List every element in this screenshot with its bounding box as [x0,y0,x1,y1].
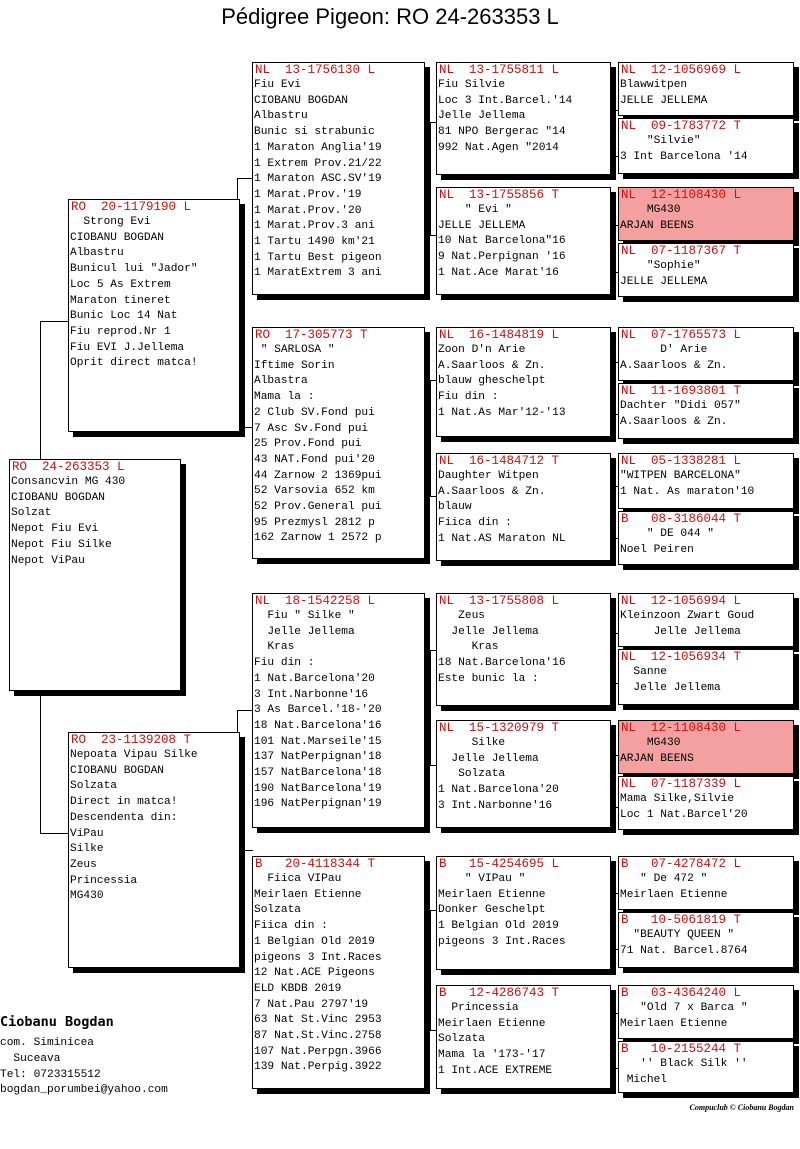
pigeon-line: Mama Silke,Silvie [620,793,735,805]
pigeon-line: pigeons 3 Int.Races [438,935,566,948]
pigeon-card-g7a [618,856,794,910]
pigeon-card-g6a [618,720,794,774]
pigeon-line: Princessia [438,1002,519,1014]
pigeon-line: pigeons 3 Int.Races [254,951,382,964]
pigeon-line: Este bunic la : [438,672,539,685]
pigeon-line: 1 Nat.Barcelona'20 [438,784,559,797]
pigeon-line: 162 Zarnow 1 2572 p [254,532,382,545]
ring-number: B 03-4364240 L [621,986,742,1000]
pigeon-line: Fiu Silvie [438,79,506,91]
pigeon-line: Albastra [254,375,308,388]
ring-number: NL 11-1693801 T [621,384,742,398]
pigeon-card-mf [252,593,425,828]
pigeon-card-g2b [618,243,794,297]
pigeon-card-g5b [618,649,794,705]
pigeon-line: Albastru [70,247,124,260]
pigeon-line: Strong Evi [70,216,151,228]
pigeon-line: 157 NatBarcelona'18 [254,767,382,780]
pigeon-line: 71 Nat. Barcel.8764 [620,944,748,957]
pigeon-card-father [68,199,240,432]
pigeon-line: Zoon D'n Arie [438,344,526,356]
pigeon-line: blauw gheschelpt [438,375,546,388]
pigeon-line: "Sophie" [620,260,701,272]
pigeon-card-fmf [436,327,611,437]
pigeon-line: A.Saarloos & Zn. [438,359,546,372]
pigeon-line: CIOBANU BOGDAN [70,764,164,777]
pigeon-card-fff [436,62,611,175]
pigeon-line: A.Saarloos & Zn. [620,415,728,428]
pigeon-line: Nepot ViPau [11,554,85,567]
pigeon-line: MG430 [620,737,681,749]
pigeon-card-main [9,459,181,691]
pigeon-line: Daughter Witpen [438,470,539,482]
pigeon-line: Loc 1 Nat.Barcel'20 [620,808,748,821]
pigeon-line: Jelle Jellema [438,110,526,123]
pigeon-line: A.Saarloos & Zn. [438,485,546,498]
pigeon-card-g3a [618,327,794,381]
ring-number: NL 07-1187339 L [621,777,742,791]
ring-number: B 08-3186044 T [621,512,742,526]
pigeon-line: 3 Int Barcelona '14 [620,150,748,163]
pigeon-line: 1 Nat.AS Maraton NL [438,532,566,545]
pigeon-line: Nepot Fiu Evi [11,523,99,536]
pigeon-line: 1 Nat.As Mar'12-'13 [438,406,566,419]
pigeon-line: Solzata [438,768,506,781]
pigeon-line: 18 Nat.Barcelona'16 [438,657,566,670]
pigeon-line: "Silvie" [620,135,701,147]
ring-number: NL 13-1755856 T [439,188,560,202]
pigeon-line: " VIPau " [438,873,526,885]
ring-number: RO 20-1179190 L [71,200,192,214]
pigeon-line: 190 NatBarcelona'19 [254,782,382,795]
pigeon-line: 87 Nat.St.Vinc.2758 [254,1030,382,1043]
pigeon-line: 1 Marat.Prov.'20 [254,204,362,217]
pigeon-card-g4a [618,453,794,509]
pigeon-line: 1 Maraton Anglia'19 [254,141,382,154]
pigeon-line: Loc 3 Int.Barcel.'14 [438,94,573,107]
pigeon-line: D' Arie [620,344,708,356]
pigeon-line: 2 Club SV.Fond pui [254,406,375,419]
ring-number: NL 12-1108430 L [621,721,742,735]
owner-name: Ciobanu Bogdan [0,1014,114,1030]
pigeon-line: JELLE JELLEMA [620,275,708,288]
pigeon-line: Zeus [70,858,97,871]
pigeon-line: "WITPEN BARCELONA" [620,470,741,482]
pigeon-line: Direct in matca! [70,796,178,809]
pigeon-card-g2a [618,187,794,241]
owner-email: bogdan_porumbei@yahoo.com [0,1084,168,1097]
pigeon-line: Oprit direct matca! [70,357,198,370]
pigeon-line: Kleinzoon Zwart Goud [620,610,755,622]
pigeon-line: Meirlaen Etienne [438,888,546,901]
pigeon-line: 137 NatPerpignan'18 [254,751,382,764]
pigeon-card-g1b [618,118,794,174]
pigeon-line: Fiu din : [438,391,499,404]
pigeon-line: Jelle Jellema [438,752,539,765]
ring-number: RO 23-1139208 T [71,733,192,747]
pigeon-line: Descendenta din: [70,811,178,824]
pigeon-card-mother [68,732,240,968]
pigeon-card-fmm [436,453,611,561]
pigeon-line: A.Saarloos & Zn. [620,359,728,372]
pigeon-line: "Old 7 x Barca " [620,1002,748,1014]
pigeon-card-g5a [618,593,794,647]
pigeon-line: Fiu Evi [254,79,301,91]
copyright-footer: Compuclub © Ciobanu Bogdan [689,1103,794,1112]
pigeon-line: Zeus [438,610,485,622]
ring-number: NL 13-1755811 L [439,63,560,77]
pigeon-line: ARJAN BEENS [620,752,694,765]
pigeon-line: 1 Nat.Ace Marat'16 [438,266,559,279]
pigeon-line: Solzata [70,780,117,793]
owner-line: com. Siminicea [0,1037,94,1049]
pigeon-line: Jelle Jellema [620,681,721,694]
pigeon-line: "BEAUTY QUEEN " [620,929,735,941]
pigeon-line: Donker Geschelpt [438,904,546,917]
pigeon-line: Blawwitpen [620,79,688,91]
pigeon-line: Fiica din : [438,517,512,530]
pigeon-line: Nepot Fiu Silke [11,538,112,551]
ring-number: RO 17-305773 T [255,328,368,342]
pigeon-line: " Evi " [438,204,512,216]
pigeon-line: 3 Int.Narbonne'16 [254,688,369,701]
pigeon-line: 12 Nat.ACE Pigeons [254,967,375,980]
pigeon-card-mff [436,593,611,706]
pigeon-line: Iftime Sorin [254,359,335,372]
pigeon-line: 81 NPO Bergerac "14 [438,126,566,139]
pigeon-line: Fiu din : [254,657,315,670]
ring-number: NL 12-1056969 L [621,63,742,77]
pigeon-line: Jelle Jellema [620,625,741,638]
ring-number: B 10-5061819 T [621,913,742,927]
pigeon-card-ff [252,62,425,295]
pigeon-line: Fiu reprod.Nr 1 [70,325,171,338]
pigeon-line: 44 Zarnow 2 1369pui [254,469,382,482]
pigeon-line: ARJAN BEENS [620,219,694,232]
page-title: Pédigree Pigeon: RO 24-263353 L [221,4,559,29]
pigeon-line: 101 Nat.Marseile'15 [254,735,382,748]
pigeon-line: 1 Maraton ASC.SV'19 [254,173,382,186]
pigeon-line: 1 Tartu Best pigeon [254,251,382,264]
pigeon-line: Kras [438,641,499,654]
pigeon-line: 107 Nat.Perpgn.3966 [254,1045,382,1058]
ring-number: NL 15-1320979 T [439,721,560,735]
pigeon-line: 1 Nat.Barcelona'20 [254,672,375,685]
pigeon-card-g3b [618,383,794,439]
pigeon-line: Solzata [438,1033,485,1046]
ring-number: NL 13-1756130 L [255,63,376,77]
pigeon-card-g8a [618,985,794,1039]
pigeon-line: Consancvin MG 430 [11,476,126,488]
pigeon-line: Solzat [11,507,52,520]
pigeon-line: 7 Nat.Pau 2797'19 [254,998,369,1011]
pigeon-line: 52 Prov.General pui [254,501,382,514]
pigeon-line: Dachter "Didi 057" [620,400,741,412]
ring-number: B 07-4278472 L [621,857,742,871]
pigeon-line: 139 Nat.Perpig.3922 [254,1061,382,1074]
ring-number: NL 07-1765573 L [621,328,742,342]
pigeon-line: 1 Marat.Prov.3 ani [254,220,375,233]
pigeon-line: MG430 [70,890,104,903]
ring-number: B 20-4118344 T [255,857,376,871]
ring-number: NL 12-1056994 L [621,594,742,608]
pigeon-line: ViPau [70,827,104,840]
pigeon-line: 43 NAT.Fond pui'20 [254,453,375,466]
pigeon-line: 9 Nat.Perpignan '16 [438,251,566,264]
pigeon-line: Mama la : [254,391,315,404]
pigeon-line: " De 472 " [620,873,708,885]
pigeon-line: " DE 044 " [620,528,714,540]
pigeon-line: Princessia [70,874,138,887]
pigeon-line: Silke [70,843,104,856]
owner-line: Suceava [0,1052,61,1065]
pigeon-line: 10 Nat Barcelona"16 [438,235,566,248]
pigeon-card-fm [252,327,425,559]
pigeon-line: Fiu " Silke " [254,610,355,622]
pigeon-line: '' Black Silk '' [620,1058,748,1070]
pigeon-line: Mama la '173-'17 [438,1049,546,1062]
pigeon-line: 63 Nat St.Vinc 2953 [254,1014,382,1027]
pigeon-line: Bunicul lui "Jador" [70,263,198,276]
pigeon-line: 1 Extrem Prov.21/22 [254,157,382,170]
ring-number: B 10-2155244 T [621,1042,742,1056]
pigeon-line: 1 Belgian Old 2019 [254,935,375,948]
pigeon-line: JELLE JELLEMA [438,219,526,232]
pigeon-card-ffm [436,187,611,295]
pigeon-card-g6b [618,776,794,830]
ring-number: NL 12-1108430 L [621,188,742,202]
pigeon-line: Bunic si strabunic [254,126,375,139]
pigeon-line: Meirlaen Etienne [254,888,362,901]
pigeon-card-g7b [618,912,794,968]
pigeon-card-mmf [436,856,611,970]
ring-number: NL 07-1187367 T [621,244,742,258]
pigeon-line: Jelle Jellema [254,625,355,638]
pigeon-line: 1 Tartu 1490 km'21 [254,236,375,249]
pigeon-line: ELD KBDB 2019 [254,982,342,995]
pigeon-line: 3 Int.Narbonne'16 [438,799,553,812]
pigeon-line: Sanne [620,666,667,678]
pigeon-line: Noel Peiren [620,543,694,556]
pigeon-line: Solzata [254,904,301,917]
pigeon-line: Fiica din : [254,920,328,933]
ring-number: NL 12-1056934 T [621,650,742,664]
pigeon-card-g8b [618,1041,794,1093]
pigeon-line: 52 Varsovia 652 km [254,485,375,498]
ring-number: NL 09-1783772 T [621,119,742,133]
pigeon-line: Nepoata Vipau Silke [70,749,198,761]
pigeon-line: 1 Nat. As maraton'10 [620,485,755,498]
pigeon-line: Kras [254,641,295,654]
pigeon-card-g4b [618,511,794,565]
pigeon-line: 1 Marat.Prov.'19 [254,188,362,201]
pigeon-line: CIOBANU BOGDAN [70,231,164,244]
pigeon-card-g1a [618,62,794,116]
pigeon-line: Bunic Loc 14 Nat [70,310,178,323]
owner-line: Tel: 0723315512 [0,1068,101,1081]
ring-number: RO 24-263353 L [12,460,125,474]
pigeon-line: " SARLOSA " [254,344,335,356]
ring-number: NL 16-1484712 T [439,454,560,468]
pigeon-line: Jelle Jellema [438,625,539,638]
pigeon-card-mm [252,856,425,1089]
pigeon-line: Fiu EVI J.Jellema [70,341,185,354]
pigeon-line: 196 NatPerpignan'19 [254,798,382,811]
pigeon-line: Loc 5 As Extrem [70,278,171,291]
pigeon-line: MG430 [620,204,681,216]
pigeon-card-mmm [436,985,611,1089]
pigeon-line: 1 Belgian Old 2019 [438,920,559,933]
ring-number: NL 18-1542258 L [255,594,376,608]
pigeon-line: blauw [438,501,472,514]
pigeon-line: Meirlaen Etienne [438,1017,546,1030]
ring-number: NL 13-1755808 L [439,594,560,608]
pigeon-line: Silke [438,737,506,749]
pigeon-line: 18 Nat.Barcelona'16 [254,719,382,732]
owner-info [0,1014,168,1099]
pigeon-line: CIOBANU BOGDAN [254,94,348,107]
pigeon-line: 95 Prezmysl 2812 p [254,516,375,529]
pigeon-line: Meirlaen Etienne [620,1017,728,1030]
ring-number: NL 16-1484819 L [439,328,560,342]
pigeon-line: 25 Prov.Fond pui [254,438,362,451]
ring-number: NL 05-1338281 L [621,454,742,468]
pigeon-card-mfm [436,720,611,828]
pigeon-line: Fiica VIPau [254,873,342,885]
pigeon-line: 1 Int.ACE EXTREME [438,1064,553,1077]
pigeon-line: 3 As Barcel.'18-'20 [254,704,382,717]
pigeon-line: Maraton tineret [70,294,171,307]
pigeon-line: Michel [620,1073,667,1086]
pigeon-line: Albastru [254,110,308,123]
ring-number: B 15-4254695 L [439,857,560,871]
pigeon-line: Meirlaen Etienne [620,888,728,901]
pigeon-line: CIOBANU BOGDAN [11,491,105,504]
pigeon-line: 7 Asc Sv.Fond pui [254,422,369,435]
ring-number: B 12-4286743 T [439,986,560,1000]
pigeon-line: JELLE JELLEMA [620,94,708,107]
pigeon-line: 992 Nat.Agen "2014 [438,141,559,154]
pigeon-line: 1 MaratExtrem 3 ani [254,267,382,280]
